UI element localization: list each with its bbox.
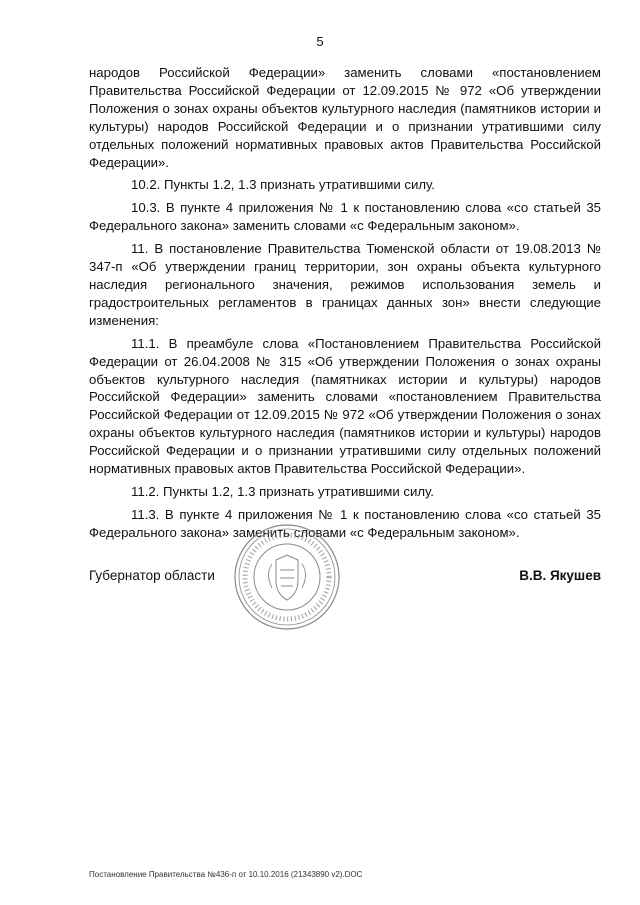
paragraph: 11.3. В пункте 4 приложения № 1 к постановлению слова «со статьей 35 Федерального закона» заменить словами «с Федеральным законом». [89, 506, 601, 540]
paragraph: 10.2. Пункты 1.2, 1.3 признать утратившими силу. [131, 177, 435, 193]
paragraph: народов Российской Федерации» заменить словами «постановлением Правительства Российской Федерации от 12.09.2015 № 972 «Об утверждении Положения о зонах охраны объектов культурного наследия (памятников истории и культуры) народов Российской Федерации и о признании утратившими силу отдельных положений нормативных правовых актов Правительства Российской Федерации». [89, 65, 601, 170]
paragraph: 11. В постановление Правительства Тюменской области от 19.08.2013 № 347-п «Об утверждении границ территории, зон охраны объекта культурного наследия регионального значения, режимов использования земель и градостроительных регламентов в границах данных зон» внести следующие изменения: [89, 241, 601, 328]
signature-block [89, 568, 601, 588]
paragraph: 11.1. В преамбуле слова «Постановлением Правительства Российской Федерации от 26.04.2008 № 315 «Об утверждении Положения о зонах охраны объектов культурного наследия (памятниках истории и культуры) народов Российской Федерации» заменить словами «постановлением Правительства Российской Федерации от 12.09.2015 № 972 «Об утверждении Положения о зонах охраны объектов культурного наследия (памятников истории и культуры) народов Российской Федерации и о признании утратившими силу отдельных положений нормативных правовых актов Правительства Российской Федерации». [89, 335, 601, 477]
document-footer: Постановление Правительства №436-п от 10.10.2016 (21343890 v2).DOC [89, 870, 363, 879]
signer-name: В.В. Якушев [519, 568, 601, 583]
document-body [89, 64, 601, 542]
paragraph: 10.3. В пункте 4 приложения № 1 к постановлению слова «со статьей 35 Федерального закона» заменить словами «с Федеральным законом». [89, 200, 601, 234]
signer-position: Губернатор области [89, 568, 215, 583]
paragraph: 11.2. Пункты 1.2, 1.3 признать утратившими силу. [131, 483, 434, 499]
page-number: 5 [316, 34, 324, 49]
